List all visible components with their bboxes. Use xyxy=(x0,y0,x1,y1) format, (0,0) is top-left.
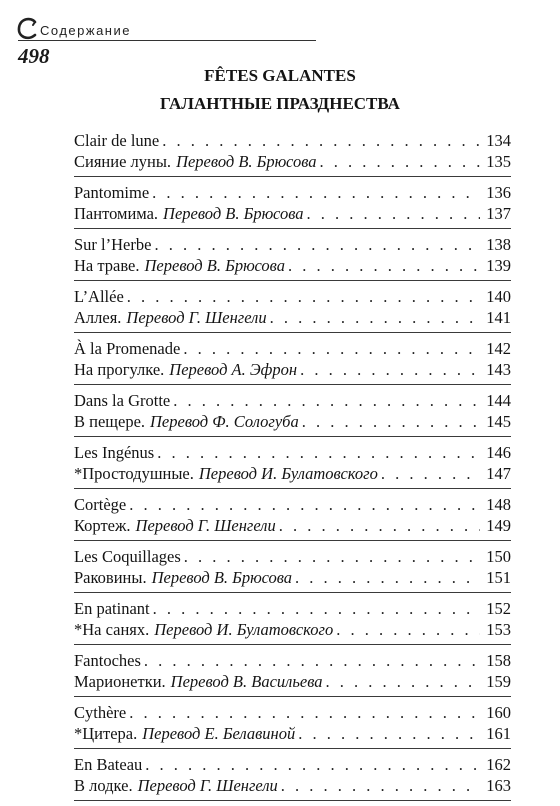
toc-line-translation[interactable] xyxy=(74,359,511,380)
original-title: Dans la Grotte xyxy=(74,391,171,410)
toc-line-original[interactable] xyxy=(74,598,511,619)
table-of-contents xyxy=(74,130,511,806)
toc-entry-group xyxy=(74,546,511,593)
page-ref: 153 xyxy=(486,620,511,639)
translator-credit: Перевод В. Брюсова xyxy=(176,152,317,171)
toc-line-translation[interactable] xyxy=(74,151,511,172)
initial-c-ornament-icon xyxy=(16,16,38,42)
section-title: Содержание xyxy=(40,23,131,38)
translator-credit: Перевод Г. Шенгели xyxy=(137,776,278,795)
original-title: En patinant xyxy=(74,599,150,618)
translator-credit: Перевод В. Брюсова xyxy=(163,204,304,223)
leader-dots xyxy=(281,775,480,796)
toc-entry-group xyxy=(74,182,511,229)
page-ref: 145 xyxy=(486,412,511,431)
toc-entry-group xyxy=(74,338,511,385)
translation-title: *Цитера. xyxy=(74,724,138,743)
leader-dots xyxy=(144,650,480,671)
leader-dots xyxy=(129,494,480,515)
leader-dots xyxy=(295,567,480,588)
section-heading-original: FÊTES GALANTES xyxy=(204,66,356,85)
toc-entry-group xyxy=(74,494,511,541)
leader-dots xyxy=(184,546,480,567)
leader-dots xyxy=(381,463,480,484)
original-title: Cythère xyxy=(74,703,127,722)
page-ref: 142 xyxy=(486,339,511,358)
translation-title: В пещере. xyxy=(74,412,146,431)
leader-dots xyxy=(300,359,480,380)
original-title: Clair de lune xyxy=(74,131,160,150)
page-ref: 138 xyxy=(486,235,511,254)
leader-dots xyxy=(153,598,480,619)
original-title: Fantoches xyxy=(74,651,141,670)
toc-line-translation[interactable] xyxy=(74,463,511,484)
leader-dots xyxy=(145,754,480,775)
leader-dots xyxy=(127,286,480,307)
leader-dots xyxy=(129,702,480,723)
translator-credit: Перевод В. Брюсова xyxy=(144,256,285,275)
translation-title: *Простодушные. xyxy=(74,464,194,483)
page-ref: 159 xyxy=(486,672,511,691)
toc-line-translation[interactable] xyxy=(74,515,511,536)
page-ref: 147 xyxy=(486,464,511,483)
leader-dots xyxy=(326,671,481,692)
leader-dots xyxy=(152,182,480,203)
toc-line-translation[interactable] xyxy=(74,255,511,276)
leader-dots xyxy=(302,411,480,432)
leader-dots xyxy=(336,619,480,640)
translation-title: Раковины. xyxy=(74,568,147,587)
toc-entry-group xyxy=(74,598,511,645)
translation-title: Марионетки. xyxy=(74,672,166,691)
toc-line-original[interactable] xyxy=(74,442,511,463)
page-ref: 144 xyxy=(486,391,511,410)
toc-entry-group xyxy=(74,442,511,489)
toc-line-translation[interactable] xyxy=(74,775,511,796)
original-title: Les Coquillages xyxy=(74,547,181,566)
translation-title: На траве. xyxy=(74,256,140,275)
toc-line-translation[interactable] xyxy=(74,619,511,640)
leader-dots xyxy=(288,255,480,276)
page-ref: 141 xyxy=(486,308,511,327)
translator-credit: Перевод Е. Белавиной xyxy=(142,724,296,743)
leader-dots xyxy=(162,130,480,151)
page-ref: 134 xyxy=(486,131,511,150)
original-title: Cortège xyxy=(74,495,127,514)
page-number: 498 xyxy=(18,44,50,68)
original-title: En Bateau xyxy=(74,755,143,774)
original-title: Sur l’Herbe xyxy=(74,235,152,254)
original-title: L’Allée xyxy=(74,287,124,306)
leader-dots xyxy=(154,234,480,255)
page-ref: 160 xyxy=(486,703,511,722)
toc-entry-group xyxy=(74,234,511,281)
toc-line-original[interactable] xyxy=(74,650,511,671)
page-ref: 139 xyxy=(486,256,511,275)
toc-line-original[interactable] xyxy=(74,702,511,723)
translation-title: В лодке. xyxy=(74,776,133,795)
page-ref: 143 xyxy=(486,360,511,379)
page-ref: 146 xyxy=(486,443,511,462)
page-ref: 140 xyxy=(486,287,511,306)
translator-credit: Перевод Г. Шенгели xyxy=(135,516,276,535)
original-title: Pantomime xyxy=(74,183,150,202)
leader-dots xyxy=(307,203,481,224)
translator-credit: Перевод В. Брюсова xyxy=(151,568,293,587)
toc-entry-group xyxy=(74,754,511,801)
translation-title: Аллея. xyxy=(74,308,122,327)
page-ref: 152 xyxy=(486,599,511,618)
toc-line-translation[interactable] xyxy=(74,723,511,744)
toc-entry-group xyxy=(74,390,511,437)
leader-dots xyxy=(279,515,480,536)
translation-title: Сияние луны. xyxy=(74,152,172,171)
leader-dots xyxy=(173,390,480,411)
page-ref: 162 xyxy=(486,755,511,774)
page-ref: 150 xyxy=(486,547,511,566)
toc-line-original[interactable] xyxy=(74,182,511,203)
translator-credit: Перевод А. Эфрон xyxy=(169,360,298,379)
translator-credit: Перевод И. Булатовского xyxy=(198,464,378,483)
toc-line-original[interactable] xyxy=(74,390,511,411)
page-ref: 136 xyxy=(486,183,511,202)
toc-line-translation[interactable] xyxy=(74,567,511,588)
page-ref: 149 xyxy=(486,516,511,535)
running-header xyxy=(18,20,316,41)
toc-entry-group xyxy=(74,286,511,333)
leader-dots xyxy=(320,151,480,172)
section-heading-translation: ГАЛАНТНЫЕ ПРАЗДНЕСТВА xyxy=(160,94,400,113)
leader-dots xyxy=(157,442,480,463)
toc-entry-group xyxy=(74,650,511,697)
translation-title: Кортеж. xyxy=(74,516,131,535)
page-ref: 148 xyxy=(486,495,511,514)
original-title: À la Promenade xyxy=(74,339,181,358)
toc-line-original[interactable] xyxy=(74,754,511,775)
toc-line-translation[interactable] xyxy=(74,671,511,692)
toc-line-original[interactable] xyxy=(74,130,511,151)
translator-credit: Перевод Г. Шенгели xyxy=(126,308,267,327)
page-ref: 158 xyxy=(486,651,511,670)
toc-entry-group xyxy=(74,130,511,177)
page-ref: 137 xyxy=(486,204,511,223)
page-ref: 151 xyxy=(486,568,511,587)
leader-dots xyxy=(270,307,480,328)
page-ref: 163 xyxy=(486,776,511,795)
toc-line-original[interactable] xyxy=(74,286,511,307)
toc-line-original[interactable] xyxy=(74,546,511,567)
toc-line-original[interactable] xyxy=(74,234,511,255)
toc-line-translation[interactable] xyxy=(74,203,511,224)
translator-credit: Перевод Ф. Сологуба xyxy=(150,412,299,431)
leader-dots xyxy=(183,338,480,359)
page-ref: 161 xyxy=(486,724,511,743)
translator-credit: Перевод В. Васильева xyxy=(170,672,323,691)
translation-title: Пантомима. xyxy=(74,204,159,223)
toc-entry-group xyxy=(74,702,511,749)
translator-credit: Перевод И. Булатовского xyxy=(154,620,334,639)
translation-title: На прогулке. xyxy=(74,360,165,379)
leader-dots xyxy=(298,723,480,744)
original-title: Les Ingénus xyxy=(74,443,155,462)
toc-line-original[interactable] xyxy=(74,338,511,359)
toc-line-translation[interactable] xyxy=(74,307,511,328)
toc-line-translation[interactable] xyxy=(74,411,511,432)
translation-title: *На санях. xyxy=(74,620,150,639)
toc-line-original[interactable] xyxy=(74,494,511,515)
page-ref: 135 xyxy=(486,152,511,171)
